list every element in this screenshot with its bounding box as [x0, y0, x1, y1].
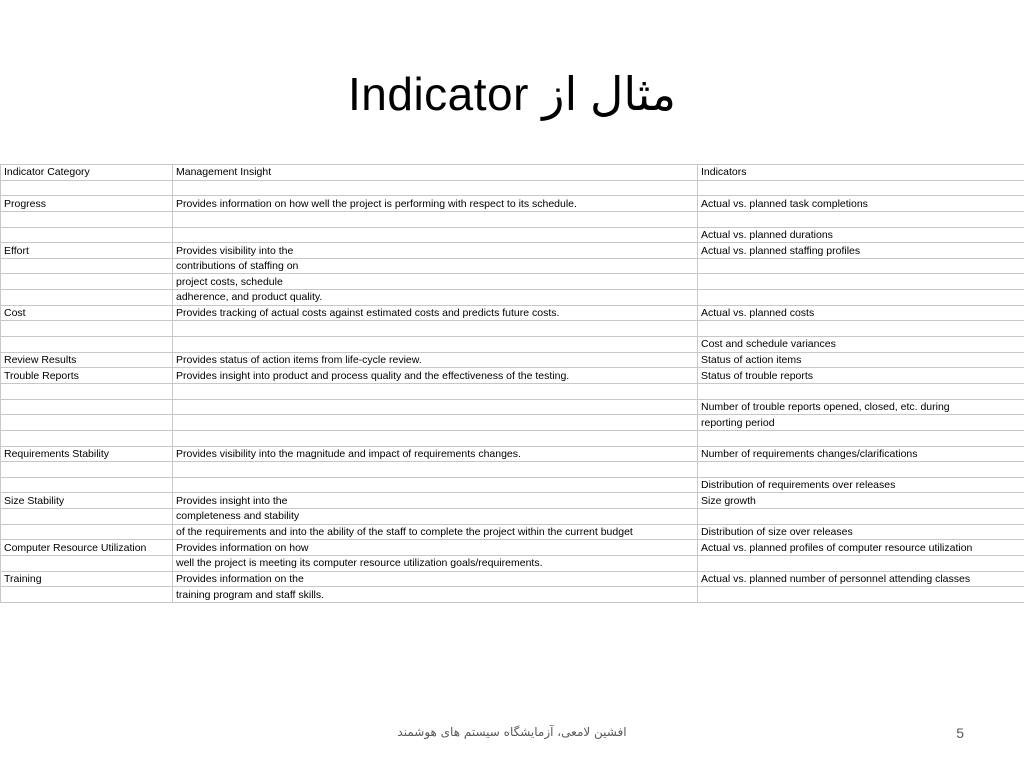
management-insight-cell: [173, 415, 698, 431]
indicators-cell: Distribution of size over releases: [698, 524, 1024, 540]
indicator-category-cell: Cost: [1, 305, 173, 321]
management-insight-cell: adherence, and product quality.: [173, 290, 698, 306]
management-insight-cell: contributions of staffing on: [173, 258, 698, 274]
indicator-category-cell: [1, 383, 173, 399]
indicators-cell: Number of trouble reports opened, closed, etc. during: [698, 399, 1024, 415]
indicator-category-cell: [1, 321, 173, 337]
indicator-category-cell: [1, 258, 173, 274]
indicators-cell: Cost and schedule variances: [698, 337, 1024, 353]
table-row: [1, 383, 1024, 399]
indicator-category-cell: [1, 274, 173, 290]
table-row: [1, 258, 1024, 274]
management-insight-cell: Provides information on the: [173, 571, 698, 587]
management-insight-cell: Provides visibility into the: [173, 243, 698, 259]
management-insight-cell: Provides insight into product and process quality and the effectiveness of the testing.: [173, 368, 698, 384]
table-row: [1, 587, 1024, 603]
management-insight-cell: completeness and stability: [173, 509, 698, 525]
indicator-category-cell: Computer Resource Utilization: [1, 540, 173, 556]
indicators-cell: Actual vs. planned costs: [698, 305, 1024, 321]
slide-title-persian: مثال از: [542, 68, 676, 120]
table-row: [1, 290, 1024, 306]
indicator-category-cell: Review Results: [1, 352, 173, 368]
table-row: [1, 180, 1024, 196]
indicator-category-cell: [1, 180, 173, 196]
indicators-cell: [698, 383, 1024, 399]
indicator-category-cell: Requirements Stability: [1, 446, 173, 462]
management-insight-cell: [173, 477, 698, 493]
indicators-table-body: [1, 165, 1024, 603]
indicators-cell: [698, 587, 1024, 603]
indicators-cell: [698, 462, 1024, 478]
indicators-cell: Actual vs. planned staffing profiles: [698, 243, 1024, 259]
management-insight-cell: [173, 321, 698, 337]
table-row: [1, 321, 1024, 337]
indicators-cell: [698, 509, 1024, 525]
indicator-category-cell: [1, 509, 173, 525]
management-insight-cell: [173, 383, 698, 399]
management-insight-cell: Provides information on how: [173, 540, 698, 556]
indicators-cell: Number of requirements changes/clarifications: [698, 446, 1024, 462]
management-insight-cell: Provides insight into the: [173, 493, 698, 509]
table-row: [1, 415, 1024, 431]
management-insight-cell: training program and staff skills.: [173, 587, 698, 603]
table-row: [1, 462, 1024, 478]
management-insight-cell: of the requirements and into the ability of the staff to complete the project within the current budget: [173, 524, 698, 540]
indicators-cell: Actual vs. planned durations: [698, 227, 1024, 243]
indicators-cell: [698, 430, 1024, 446]
indicator-category-cell: [1, 227, 173, 243]
table-row: [1, 305, 1024, 321]
slide-title: [0, 62, 1024, 126]
management-insight-cell: [173, 180, 698, 196]
indicators-cell: [698, 211, 1024, 227]
indicator-category-cell: [1, 524, 173, 540]
table-row: [1, 477, 1024, 493]
management-insight-cell: Provides visibility into the magnitude and impact of requirements changes.: [173, 446, 698, 462]
management-insight-cell: Provides tracking of actual costs against estimated costs and predicts future costs.: [173, 305, 698, 321]
indicator-category-cell: [1, 462, 173, 478]
indicators-cell: Status of action items: [698, 352, 1024, 368]
management-insight-cell: [173, 462, 698, 478]
table-row: [1, 368, 1024, 384]
indicator-category-cell: [1, 399, 173, 415]
slide-title-latin: Indicator: [348, 68, 529, 120]
table-row: [1, 430, 1024, 446]
indicator-category-cell: [1, 477, 173, 493]
management-insight-cell: [173, 399, 698, 415]
indicators-cell: Indicators: [698, 165, 1024, 181]
indicators-cell: Status of trouble reports: [698, 368, 1024, 384]
table-row: [1, 352, 1024, 368]
indicators-cell: [698, 290, 1024, 306]
indicator-category-cell: Trouble Reports: [1, 368, 173, 384]
table-row: [1, 556, 1024, 572]
management-insight-cell: Management Insight: [173, 165, 698, 181]
table-row: [1, 227, 1024, 243]
indicator-category-cell: Indicator Category: [1, 165, 173, 181]
page-number: 5: [956, 725, 964, 741]
table-row: [1, 211, 1024, 227]
management-insight-cell: Provides information on how well the project is performing with respect to its schedule.: [173, 196, 698, 212]
indicators-cell: Size growth: [698, 493, 1024, 509]
footer-text: افشین لامعی، آزمایشگاه سیستم های هوشمند: [397, 725, 627, 739]
indicators-cell: [698, 274, 1024, 290]
table-row: [1, 446, 1024, 462]
table-row: [1, 509, 1024, 525]
indicator-category-cell: Size Stability: [1, 493, 173, 509]
table-row: [1, 524, 1024, 540]
table-row: [1, 243, 1024, 259]
indicators-cell: Actual vs. planned profiles of computer resource utilization: [698, 540, 1024, 556]
indicator-category-cell: [1, 211, 173, 227]
management-insight-cell: [173, 430, 698, 446]
management-insight-cell: [173, 227, 698, 243]
management-insight-cell: [173, 337, 698, 353]
indicators-cell: Distribution of requirements over releases: [698, 477, 1024, 493]
indicators-cell: Actual vs. planned number of personnel attending classes: [698, 571, 1024, 587]
indicators-cell: [698, 180, 1024, 196]
table-row: [1, 399, 1024, 415]
management-insight-cell: project costs, schedule: [173, 274, 698, 290]
table-row: [1, 571, 1024, 587]
management-insight-cell: well the project is meeting its computer resource utilization goals/requirements.: [173, 556, 698, 572]
indicator-category-cell: [1, 587, 173, 603]
indicator-category-cell: Effort: [1, 243, 173, 259]
indicators-cell: Actual vs. planned task completions: [698, 196, 1024, 212]
indicators-cell: [698, 321, 1024, 337]
indicator-category-cell: [1, 430, 173, 446]
table-row: [1, 196, 1024, 212]
indicator-category-cell: [1, 290, 173, 306]
indicators-cell: reporting period: [698, 415, 1024, 431]
indicators-table: [0, 164, 1024, 603]
table-row: [1, 274, 1024, 290]
table-row: [1, 540, 1024, 556]
management-insight-cell: Provides status of action items from life-cycle review.: [173, 352, 698, 368]
indicators-cell: [698, 556, 1024, 572]
table-row: [1, 493, 1024, 509]
table-header-row: [1, 165, 1024, 181]
indicator-category-cell: [1, 415, 173, 431]
table-row: [1, 337, 1024, 353]
indicators-cell: [698, 258, 1024, 274]
indicator-category-cell: Progress: [1, 196, 173, 212]
indicator-category-cell: [1, 337, 173, 353]
management-insight-cell: [173, 211, 698, 227]
indicator-category-cell: Training: [1, 571, 173, 587]
indicator-category-cell: [1, 556, 173, 572]
